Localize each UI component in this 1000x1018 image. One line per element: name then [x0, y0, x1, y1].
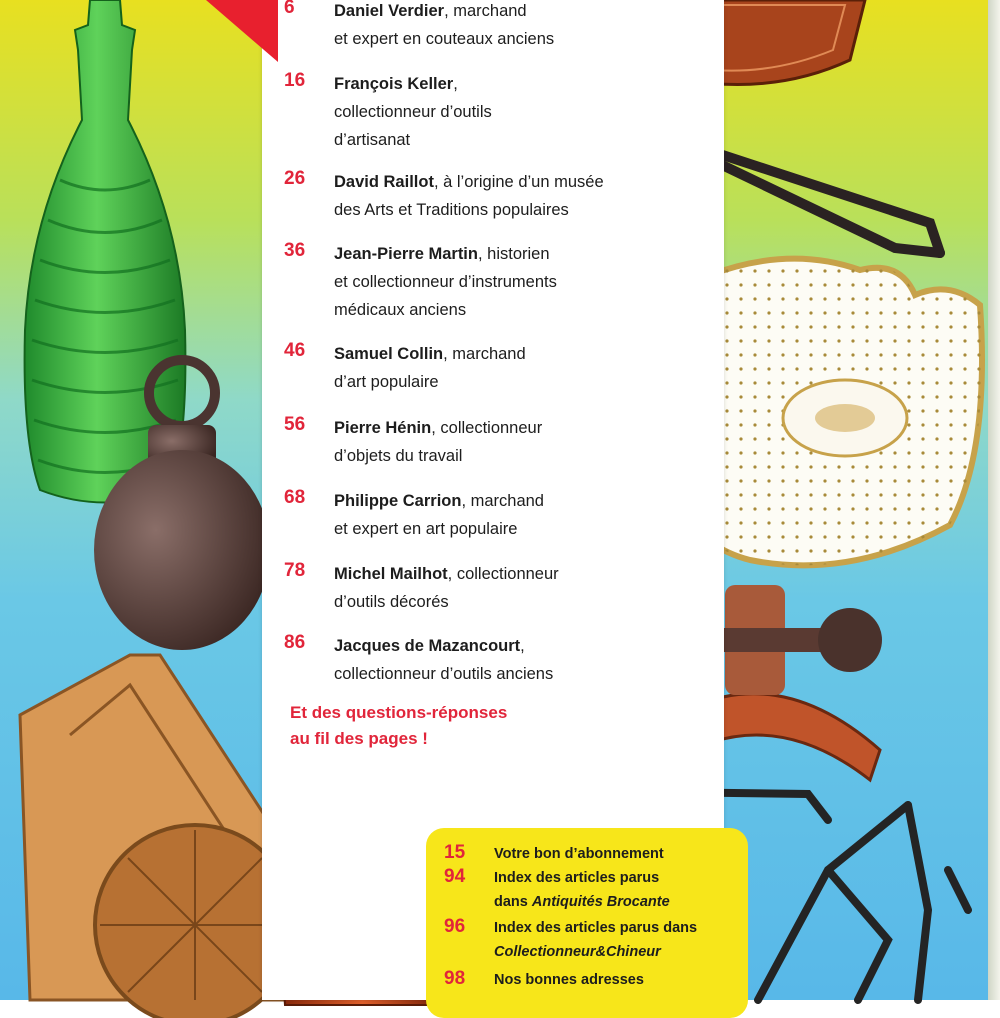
toc-line2: d’objets du travail	[334, 447, 463, 465]
closing-line-1: Et des questions-réponses	[290, 703, 508, 722]
toc-desc: , marchand	[444, 2, 527, 20]
magazine-title: Antiquités Brocante	[531, 894, 670, 910]
index-page-number: 96	[444, 916, 466, 937]
toc-line2: et expert en couteaux anciens	[334, 30, 555, 48]
index-text: Index des articles parus dans	[494, 920, 698, 936]
toc-name: Jacques de Mazancourt	[334, 637, 521, 655]
iron-weight-image	[90, 355, 280, 655]
toc-desc: ,	[520, 637, 525, 655]
closing-note	[290, 700, 507, 752]
toc-line2: collectionneur d’outils anciens	[334, 665, 554, 683]
toc-page-number: 86	[284, 632, 306, 653]
toc-line3: médicaux anciens	[334, 301, 467, 319]
next-page-edge	[988, 0, 1000, 1000]
toc-page-number: 46	[284, 340, 306, 361]
toc-page-number: 56	[284, 414, 306, 435]
toc-line2: et collectionneur d’instruments	[334, 273, 557, 291]
toc-name: David Raillot	[334, 173, 434, 191]
toc-name: Michel Mailhot	[334, 565, 448, 583]
toc-page-number: 26	[284, 168, 306, 189]
toc-name: Philippe Carrion	[334, 492, 462, 510]
toc-name: Daniel Verdier	[334, 2, 445, 20]
index-text-line2: dans	[494, 894, 532, 910]
toc-line2: et expert en art populaire	[334, 520, 518, 538]
toc-line2: d’art populaire	[334, 373, 439, 391]
toc-page-number: 68	[284, 487, 306, 508]
index-text: Index des articles parus	[494, 870, 660, 886]
index-text: Nos bonnes adresses	[494, 972, 644, 988]
toc-page-number: 36	[284, 240, 306, 261]
index-box	[426, 828, 748, 1018]
toc-line2: d’outils décorés	[334, 593, 449, 611]
toc-desc: , historien	[477, 245, 550, 263]
toc-name: Pierre Hénin	[334, 419, 432, 437]
index-text: Votre bon d’abonnement	[494, 846, 664, 862]
toc-desc: , collectionneur	[447, 565, 559, 583]
closing-line-2: au fil des pages !	[290, 729, 428, 748]
toc-desc: , marchand	[443, 345, 526, 363]
toc-desc: ,	[453, 75, 458, 93]
toc-line2: des Arts et Traditions populaires	[334, 201, 569, 219]
toc-page-number: 78	[284, 560, 306, 581]
toc-page-number: 16	[284, 70, 306, 91]
index-page-number: 15	[444, 842, 466, 863]
toc-page-number: 6	[284, 0, 295, 18]
red-corner-triangle	[206, 0, 278, 62]
toc-name: Samuel Collin	[334, 345, 444, 363]
index-page-number: 94	[444, 866, 466, 887]
toc-name: François Keller	[334, 75, 454, 93]
magazine-title: Collectionneur&Chineur	[494, 944, 661, 960]
index-page-number: 98	[444, 968, 466, 989]
toc-desc: , à l’origine d’un musée	[433, 173, 604, 191]
toc-desc: , collectionneur	[431, 419, 543, 437]
toc-line3: d’artisanat	[334, 131, 411, 149]
toc-line2: collectionneur d’outils	[334, 103, 492, 121]
toc-name: Jean-Pierre Martin	[334, 245, 478, 263]
toc-desc: , marchand	[461, 492, 544, 510]
